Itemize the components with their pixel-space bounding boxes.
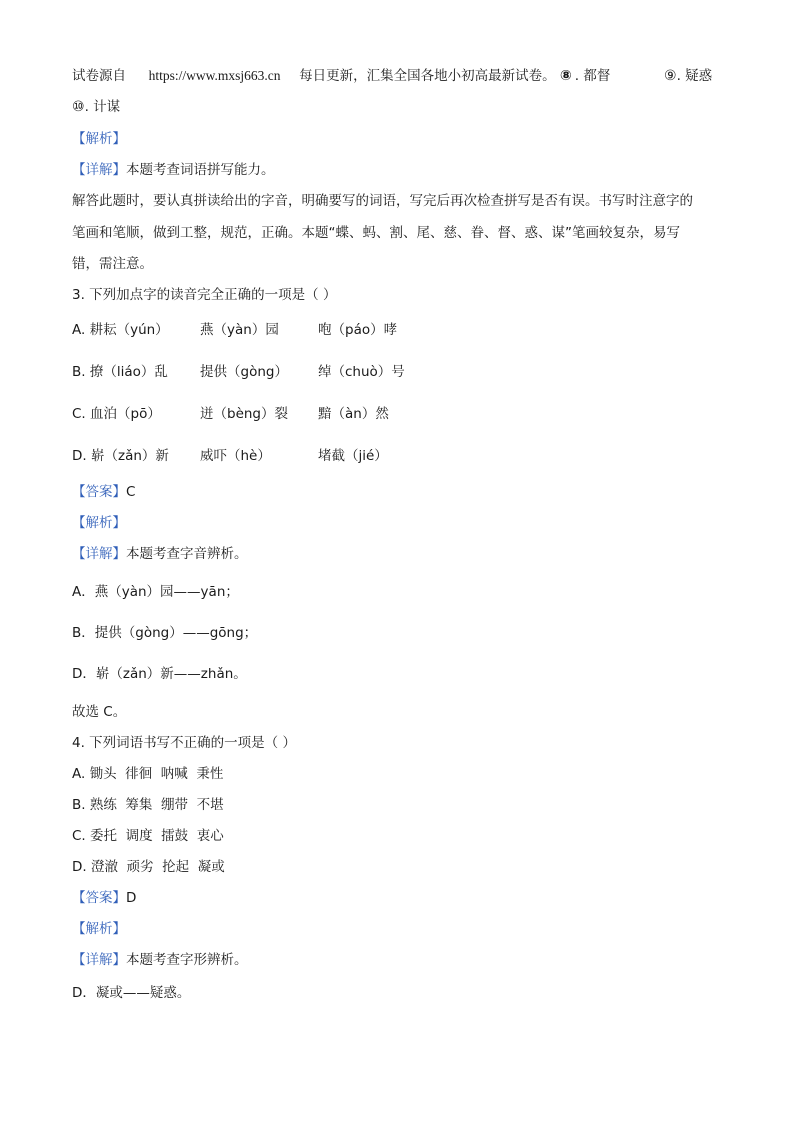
q3-xiangjie-tag: 【详解】 bbox=[72, 546, 126, 562]
q3-option-a-word1: A. 耕耘（yún） bbox=[72, 322, 169, 338]
q3-xiangjie bbox=[72, 544, 248, 564]
q3-xiangjie-text: 本题考查字音辨析。 bbox=[126, 546, 248, 562]
q2-paragraph-line2: 笔画和笔顺，做到工整，规范，正确。本题“蝶、蚂、割、尾、慈、眷、督、惑、谋”笔画较复杂，易写 bbox=[72, 225, 680, 241]
q2-xiangjie-tag: 【详解】 bbox=[72, 162, 126, 178]
slogan: 每日更新，汇集全国各地小初高最新试卷。 bbox=[299, 68, 556, 84]
q3-option-c-word2: 迸（bèng）裂 bbox=[200, 406, 289, 422]
q3-conclusion: 故选 C。 bbox=[72, 704, 127, 720]
q4-xiangjie-tag: 【详解】 bbox=[72, 952, 126, 968]
q3-answer bbox=[72, 482, 135, 502]
q3-option-b-word1: B. 撩（liáo）乱 bbox=[72, 364, 168, 380]
q2-jiexi-heading: 【解析】 bbox=[72, 131, 126, 147]
q2-xiangjie bbox=[72, 160, 275, 180]
q3-note-a: A．燕（yàn）园——yān； bbox=[72, 584, 239, 600]
q4-answer-value: D bbox=[126, 890, 137, 906]
item8-answer: . 都督 bbox=[574, 68, 611, 84]
q3-option-a-word3: 咆（páo）哮 bbox=[318, 322, 398, 338]
q4-jiexi-heading: 【解析】 bbox=[72, 921, 126, 937]
item9 bbox=[664, 66, 712, 86]
item10-answer: . 计谋 bbox=[84, 99, 121, 115]
q3-note-d: D．崭（zǎn）新——zhǎn。 bbox=[72, 666, 247, 682]
q2-paragraph-line3: 错，需注意。 bbox=[72, 256, 153, 272]
source-label: 试卷源自 bbox=[72, 68, 126, 84]
q3-option-d-word2: 威吓（hè） bbox=[200, 448, 271, 464]
q3-option-c-word1: C. 血泊（pō） bbox=[72, 406, 161, 422]
q3-answer-value: C bbox=[126, 484, 136, 500]
q4-answer-tag: 【答案】 bbox=[72, 890, 126, 906]
item9-number: ⑨ bbox=[664, 68, 677, 84]
item9-answer: . 疑惑 bbox=[676, 68, 713, 84]
q2-xiangjie-text: 本题考查词语拼写能力。 bbox=[126, 162, 275, 178]
q3-jiexi-heading: 【解析】 bbox=[72, 515, 126, 531]
q4-stem: 4. 下列词语书写不正确的一项是（ ） bbox=[72, 735, 296, 751]
q3-note-b: B．提供（gòng）——gōng； bbox=[72, 625, 258, 641]
item8-number: ⑧ bbox=[559, 67, 572, 84]
q4-note-d: D．凝或——疑惑。 bbox=[72, 985, 191, 1001]
q4-option-b: B. 熟练 筹集 绷带 不堪 bbox=[72, 797, 224, 813]
q3-option-b-word3: 绰（chuò）号 bbox=[318, 364, 405, 380]
q3-answer-tag: 【答案】 bbox=[72, 484, 126, 500]
q4-option-c: C. 委托 调度 擂鼓 衷心 bbox=[72, 828, 224, 844]
item10 bbox=[72, 97, 120, 117]
q4-option-d: D. 澄澈 顽劣 抡起 凝或 bbox=[72, 859, 225, 875]
source-url[interactable]: https://www.mxsj663.cn bbox=[148, 68, 281, 83]
header-line bbox=[72, 66, 610, 86]
q2-paragraph-line1: 解答此题时，要认真拼读给出的字音，明确要写的词语，写完后再次检查拼写是否有误。书写时注意字的 bbox=[72, 193, 693, 209]
q3-option-d-word1: D. 崭（zǎn）新 bbox=[72, 448, 169, 464]
q3-stem: 3. 下列加点字的读音完全正确的一项是（ ） bbox=[72, 287, 337, 303]
item10-number: ⑩ bbox=[72, 99, 85, 115]
q3-option-b-word2: 提供（gòng） bbox=[200, 364, 288, 380]
q3-option-d-word3: 堵截（jié） bbox=[318, 448, 388, 464]
q3-option-c-word3: 黯（àn）然 bbox=[318, 406, 389, 422]
q3-option-a-word2: 燕（yàn）园 bbox=[200, 322, 279, 338]
q4-answer bbox=[72, 888, 136, 908]
q4-xiangjie-text: 本题考查字形辨析。 bbox=[126, 952, 248, 968]
q4-option-a: A. 锄头 徘徊 呐喊 秉性 bbox=[72, 766, 224, 782]
q4-xiangjie bbox=[72, 950, 248, 970]
